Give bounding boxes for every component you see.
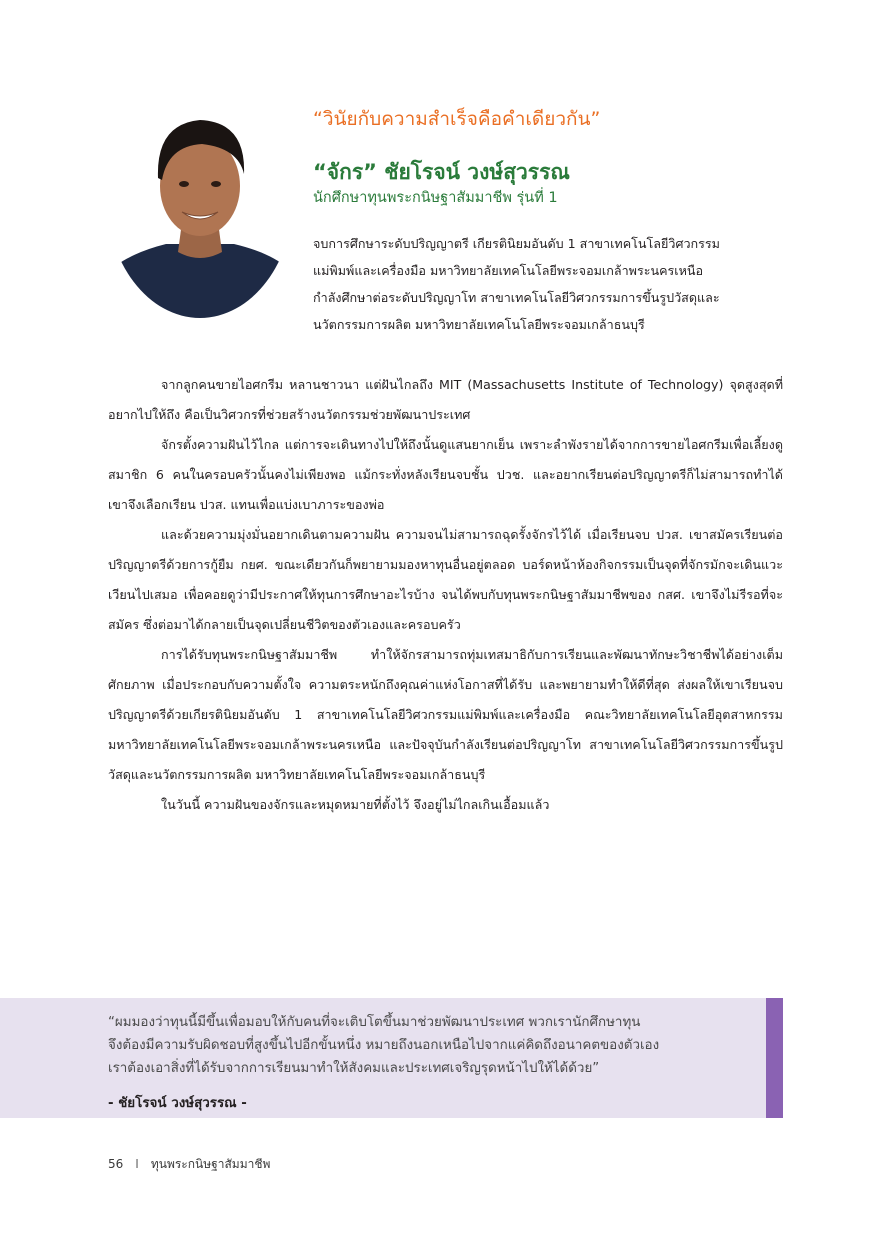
education-line: นวัตกรรมการผลิต มหาวิทยาลัยเทคโนโลยีพระจอมเกล้าธนบุรี [313,317,645,332]
body-paragraph: จักรตั้งความฝันไว้ไกล แต่การจะเดินทางไปให้ถึงนั้นดูแสนยากเย็น เพราะลำพังรายได้จากการขายไอศกรีมเพื่อเลี้ยงดูสมาชิก 6 คนในครอบครัวนั้นคงไม่เพียงพอ แม้กระทั่งหลังเรียนจบชั้น ปวช. และอยากเรียนต่อปริญญาตรีก็ไม่สามารถทำได้ เขาจึงเลือกเรียน ปวส. แทนเพื่อแบ่งเบาภาระของพ่อ [108,437,783,512]
education-line: จบการศึกษาระดับปริญญาตรี เกียรตินิยมอันดับ 1 สาขาเทคโนโลยีวิศวกรรม [313,236,720,251]
education-summary [313,230,793,338]
education-line: กำลังศึกษาต่อระดับปริญญาโท สาขาเทคโนโลยีวิศวกรรมการขึ้นรูปวัสดุและ [313,290,720,305]
profile-subtitle: นักศึกษาทุนพระกนิษฐาสัมมาชีพ รุ่นที่ 1 [313,190,558,206]
body-paragraph: จากลูกคนขายไอศกรีม หลานชาวนา แต่ฝันไกลถึง MIT (Massachusetts Institute of Technology) จุดสูงสุดที่อยากไปให้ถึง คือเป็นวิศวกรที่ช่วยสร้างนวัตกรรมช่วยพัฒนาประเทศ [108,377,783,422]
profile-name: “จักร” ชัยโรจน์ วงษ์สุวรรณ [313,160,570,184]
pull-quote-line: เราต้องเอาสิ่งที่ได้รับจากการเรียนมาทำให้สังคมและประเทศเจริญรุดหน้าไปให้ได้ด้วย” [108,1061,600,1076]
portrait-photo [106,104,294,318]
page-number: 56 [108,1157,124,1171]
pull-quote-line: จึงต้องมีความรับผิดชอบที่สูงขึ้นไปอีกขั้นหนึ่ง หมายถึงนอกเหนือไปจากแค่คิดถึงอนาคตของตัวเอง [108,1038,660,1053]
body-paragraph: การได้รับทุนพระกนิษฐาสัมมาชีพ ทำให้จักรสามารถทุ่มเทสมาธิกับการเรียนและพัฒนาทักษะวิชาชีพได้อย่างเต็มศักยภาพ เมื่อประกอบกับความตั้งใจ ความตระหนักถึงคุณค่าแห่งโอกาสที่ได้รับ และพยายามทำให้ดีที่สุด ส่งผลให้เขาเรียนจบปริญญาตรีด้วยเกียรตินิยมอันดับ 1 สาขาเทคโนโลยีวิศวกรรมแม่พิมพ์และเครื่องมือ คณะวิทยาลัยเทคโนโลยีอุตสาหกรรม มหาวิทยาลัยเทคโนโลยีพระจอมเกล้าพระนครเหนือ และปัจจุบันกำลังเรียนต่อปริญญาโท สาขาเทคโนโลยีวิศวกรรมการขึ้นรูปวัสดุและนวัตกรรมการผลิต มหาวิทยาลัยเทคโนโลยีพระจอมเกล้าธนบุรี [108,647,783,782]
pull-quote-accent-bar [766,998,783,1118]
page-footer [108,1155,270,1174]
body-paragraph: และด้วยความมุ่งมั่นอยากเดินตามความฝัน ความจนไม่สามารถฉุดรั้งจักรไว้ได้ เมื่อเรียนจบ ปวส. เขาสมัครเรียนต่อปริญญาตรีด้วยการกู้ยืม กยศ. ขณะเดียวกันก็พยายามมองหาทุนอื่นอยู่ตลอด บอร์ดหน้าห้องกิจกรรมเป็นจุดที่จักรมักจะเดินแวะเวียนไปเสมอ เพื่อคอยดูว่ามีประกาศให้ทุนการศึกษาอะไรบ้าง จนได้พบกับทุนพระกนิษฐาสัมมาชีพของ กสศ. เขาจึงไม่รีรอที่จะสมัคร ซึ่งต่อมาได้กลายเป็นจุดเปลี่ยนชีวิตของตัวเองและครอบครัว [108,527,783,632]
article-body [108,370,783,820]
education-line: แม่พิมพ์และเครื่องมือ มหาวิทยาลัยเทคโนโลยีพระจอมเกล้าพระนครเหนือ [313,263,704,278]
pull-quote-text [108,1011,748,1080]
headline-quote: “วินัยกับความสำเร็จคือคำเดียวกัน” [313,108,601,130]
footer-title: ทุนพระกนิษฐาสัมมาชีพ [150,1157,271,1171]
pull-quote-author: - ชัยโรจน์ วงษ์สุวรรณ - [108,1096,247,1111]
footer-separator: I [135,1157,139,1171]
body-paragraph: ในวันนี้ ความฝันของจักรและหมุดหมายที่ตั้งไว้ จึงอยู่ไม่ไกลเกินเอื้อมแล้ว [161,797,550,812]
pull-quote-line: “ผมมองว่าทุนนี้มีขึ้นเพื่อมอบให้กับคนที่จะเติบโตขึ้นมาช่วยพัฒนาประเทศ พวกเรานักศึกษาทุน [108,1015,641,1030]
